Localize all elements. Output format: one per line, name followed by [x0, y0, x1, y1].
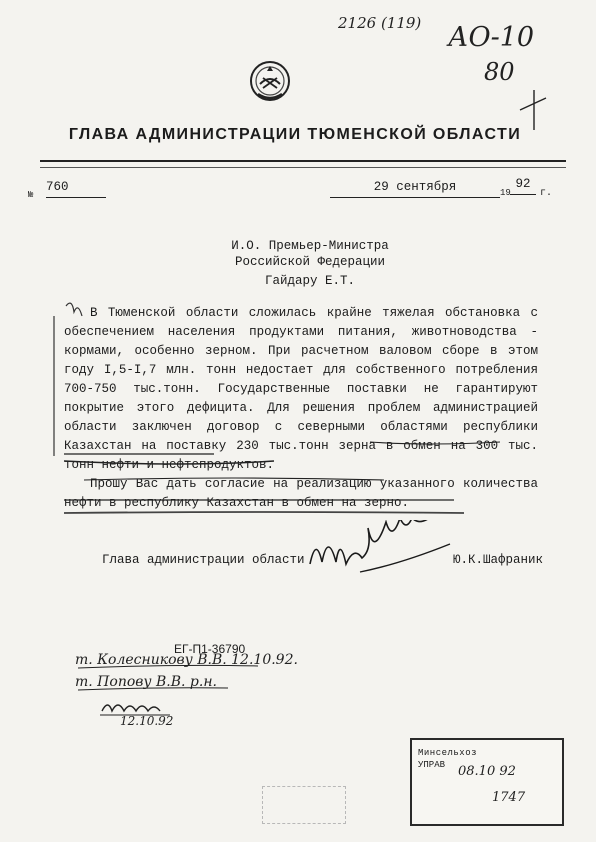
addressee-line: Российской Федерации [234, 255, 386, 269]
body-paragraph-1: В Тюменской области сложилась крайне тяжелая обстановка с обеспечением населения продуктами питания, животноводства - кормами, особенно зерном. При расчетном валовом сборе в этом году I,5-I,7 млн. тонн недостает для собственного потребления 700-750 тыс.тонн. Государственные поставки не гарантируют покрытие этого дефицита. Для решения проблем администрацией области заключен договор с северными областями республики Казахстан на поставку 230 тыс.тонн зерна в обмен на 300 тыс. тонн нефти и нефтепродуктов. [64, 306, 538, 472]
signature-label: Глава администрации области [102, 553, 305, 567]
stamp-number: 1747 [492, 790, 526, 805]
number-label: № [28, 190, 34, 200]
handwritten-reference-number: 2126 (119) [338, 14, 422, 32]
handwritten-resolution-code: АО-10 [448, 22, 535, 53]
signatory-name: Ю.К.Шафраник [453, 553, 544, 567]
year-unit: г. [540, 188, 553, 199]
year-prefix: 19 [500, 188, 511, 198]
handwritten-date: 12.10.92 [120, 714, 174, 728]
organization-title: ГЛАВА АДМИНИСТРАЦИИ ТЮМЕНСКОЙ ОБЛАСТИ [68, 126, 522, 143]
stamp-date: 08.10 92 [458, 764, 516, 779]
handwritten-resolution-sub: 80 [484, 58, 515, 86]
stamp-organization: Минсельхоз [418, 748, 478, 758]
body-paragraph-2: Прошу Вас дать согласие на реализацию указанного количества нефти в республику Казахстан в обмен на зерно. [64, 477, 538, 510]
handwritten-note: т. Колесникову В.В. 12.10.92. [75, 652, 298, 668]
year-suffix: 92 [510, 175, 536, 195]
stamp-department: УПРАВ [418, 760, 446, 770]
addressee-line: Гайдару Е.Т. [264, 274, 355, 288]
document-number: 760 [46, 178, 106, 198]
document-date: 29 сентября [330, 178, 500, 198]
registration-code: ЕГ-П1-36790 [174, 642, 246, 656]
addressee-line: И.О. Премьер-Министра [231, 239, 389, 253]
handwritten-note: т. Попову В.В. р.н. [75, 674, 217, 690]
